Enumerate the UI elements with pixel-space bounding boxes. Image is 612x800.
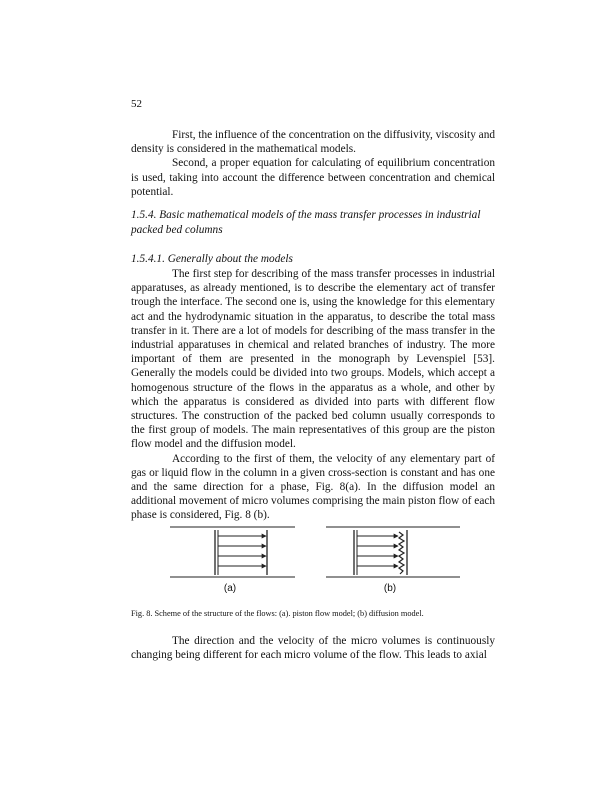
subsection-paragraph-2: According to the first of them, the velocity of any elementary part of gas or liquid flow in the column in a given cross-section is constant and has one and the same direction for a phase, Fig. 8(a). In the diffusion model an additional movement of micro volumes comprising the main piston flow of each phase is considered, Fig. 8 (b). [131,452,495,522]
micro-volume-front [399,532,404,574]
section-heading: 1.5.4. Basic mathematical models of the mass transfer processes in industrial packed bed columns [131,209,481,236]
page-number: 52 [131,98,142,110]
piston-flow-diagram [170,527,295,577]
figure-caption: Fig. 8. Scheme of the structure of the flows: (a). piston flow model; (b) diffusion model. [131,609,424,618]
figure-label-a: (a) [223,583,237,594]
figure-label-b: (b) [383,583,397,594]
subsection-paragraph-1: The first step for describing of the mass transfer processes in industrial apparatuses, as already mentioned, is to describe the elementary act of transfer trough the interface. The second one is, using the knowledge for this elementary act and the hydrodynamic situation in the apparatus, to describe the total mass transfer in it. There are a lot of models for describing of the mass transfer in the industrial apparatuses in chemical and related branches of industry. The more important of them are presented in the monograph by Levenspiel [53]. Generally the models could be divided into two groups. Models, which accept a homogenous structure of the flows in the apparatus as a whole, and other by which the apparatus is considered as divided into parts with different flow structures. The construction of the packed bed column usually corresponds to the first group of models. The main representatives of this group are the piston flow model and the diffusion model. [131,268,495,451]
intro-text [131,128,495,199]
closing-paragraph: The direction and the velocity of the micro volumes is continuously changing being different for each micro volume of the flow. This leads to axial [131,635,495,662]
subsection-text [131,267,495,523]
subsection-heading: 1.5.4.1. Generally about the models [131,253,293,265]
intro-paragraph-2: Second, a proper equation for calculating of equilibrium concentration is used, taking into account the difference between concentration and chemical potential. [131,157,495,198]
intro-paragraph-1: First, the influence of the concentration on the diffusivity, viscosity and density is considered in the mathematical models. [131,129,495,156]
diffusion-flow-diagram [326,527,460,577]
closing-text [131,634,495,662]
